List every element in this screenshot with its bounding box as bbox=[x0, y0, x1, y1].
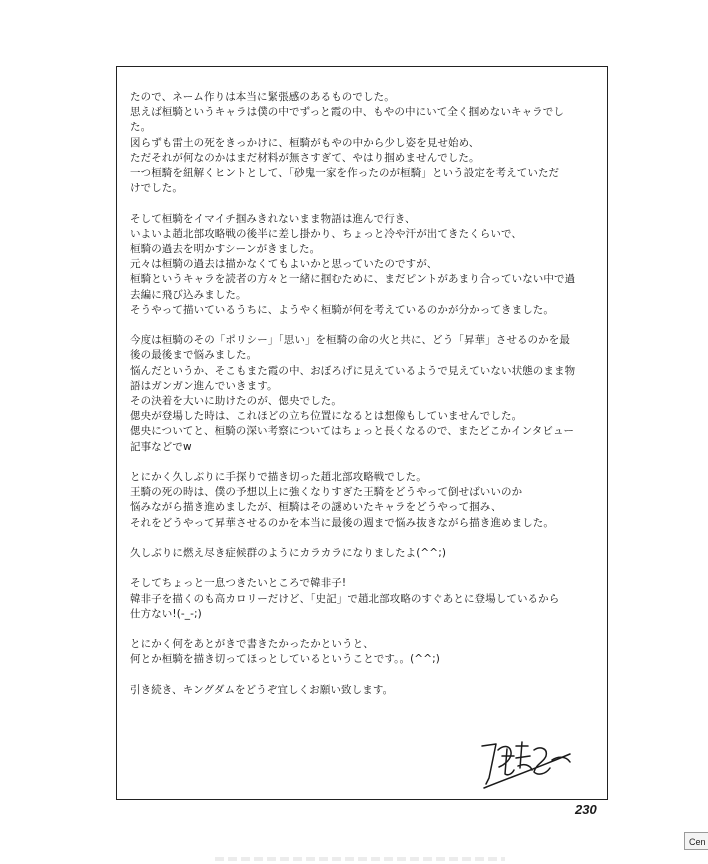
paragraph bbox=[130, 576, 592, 622]
text-line: そして桓騎をイマイチ掴みきれないまま物語は進んで行き、 bbox=[130, 212, 416, 225]
text-line: その決着を大いに助けたのが、偲央でした。 bbox=[130, 395, 342, 408]
paragraph bbox=[130, 683, 592, 698]
text-line: 桓騎というキャラを読者の方々と一緒に掴むために、まだピントがあまり合っていない中で過 bbox=[130, 273, 576, 286]
text-line: 語はガンガン進んでいきます。 bbox=[130, 379, 278, 392]
text-line: いよいよ趙北部攻略戦の後半に差し掛かり、ちょっと冷や汗が出てきたくらいで、 bbox=[130, 227, 522, 240]
text-line: 桓騎の過去を明かすシーンがきました。 bbox=[130, 243, 321, 256]
text-line: 偲央についてと、桓騎の深い考察についてはちょっと長くなるので、またどこかインタビュー bbox=[130, 425, 575, 438]
text-line: 記事などでw bbox=[130, 440, 192, 453]
text-line: 王騎の死の時は、僕の予想以上に強くなりすぎた王騎をどうやって倒せばいいのか bbox=[130, 486, 523, 499]
author-signature bbox=[476, 732, 576, 792]
text-line: とにかく何をあとがきで書きたかったかというと、 bbox=[130, 638, 374, 651]
text-line: 図らずも雷土の死をきっかけに、桓騎がもやの中から少し姿を見せ始め、 bbox=[130, 136, 480, 149]
text-line: 去編に飛び込みました。 bbox=[130, 288, 247, 301]
paragraph bbox=[130, 637, 592, 667]
page-number: 230 bbox=[575, 802, 597, 817]
text-line: 悩んだというか、そこもまた霞の中、おぼろげに見えているようで見えていない状態のまま物 bbox=[130, 364, 576, 377]
text-line: 一つ桓騎を紐解くヒントとして、「砂鬼一家を作ったのが桓騎」という設定を考えていただ bbox=[130, 167, 560, 180]
paragraph bbox=[130, 470, 592, 531]
text-line: 元々は桓騎の過去は描かなくてもよいかと思っていたのですが、 bbox=[130, 258, 438, 271]
paragraph bbox=[130, 90, 592, 196]
text-line: 今度は桓騎のその「ポリシー」「思い」を桓騎の命の火と共に、どう「昇華」させるのかを最 bbox=[130, 334, 570, 347]
text-line: た。 bbox=[130, 121, 152, 134]
text-line: 引き続き、キングダムをどうぞ宜しくお願い致します。 bbox=[130, 683, 394, 696]
text-line: そうやって描いているうちに、ようやく桓騎が何を考えているのかが分かってきました。 bbox=[130, 303, 554, 316]
text-line: 久しぶりに燃え尽き症候群のようにカラカラになりましたよ(^^;) bbox=[130, 547, 447, 560]
text-line: とにかく久しぶりに手探りで描き切った趙北部攻略戦でした。 bbox=[130, 471, 427, 484]
text-line: 悩みながら描き進めましたが、桓騎はその謎めいたキャラをどうやって掴み、 bbox=[130, 501, 502, 514]
text-line: 偲央が登場した時は、これほどの立ち位置になるとは想像もしていませんでした。 bbox=[130, 410, 523, 423]
text-line: 韓非子を描くのも高カロリーだけど、「史記」で趙北部攻略のすぐあとに登場しているから bbox=[130, 592, 560, 605]
text-line: たので、ネーム作りは本当に緊張感のあるものでした。 bbox=[130, 91, 395, 103]
afterword-body bbox=[130, 90, 592, 713]
text-line: それをどうやって昇華させるのかを本当に最後の週まで悩み抜きながら描き進めました。 bbox=[130, 516, 554, 529]
text-line: 何とか桓騎を描き切ってほっとしているということです。。(^^;) bbox=[130, 653, 440, 666]
text-line: 後の最後まで悩みました。 bbox=[130, 349, 258, 362]
text-line: そしてちょっと一息つきたいところで韓非子! bbox=[130, 577, 347, 590]
next-page-edge bbox=[215, 857, 505, 861]
paragraph bbox=[130, 333, 592, 455]
text-line: 思えば桓騎というキャラは僕の中でずっと霞の中、もやの中にいて全く掴めないキャラでし bbox=[130, 106, 564, 119]
text-line: けでした。 bbox=[130, 182, 183, 195]
text-line: 仕方ない!(-_-;) bbox=[130, 607, 202, 620]
corner-button[interactable]: Cen bbox=[684, 832, 708, 850]
paragraph bbox=[130, 546, 592, 561]
paragraph bbox=[130, 212, 592, 318]
text-line: ただそれが何なのかはまだ材料が無さすぎて、やはり掴めませんでした。 bbox=[130, 151, 480, 164]
